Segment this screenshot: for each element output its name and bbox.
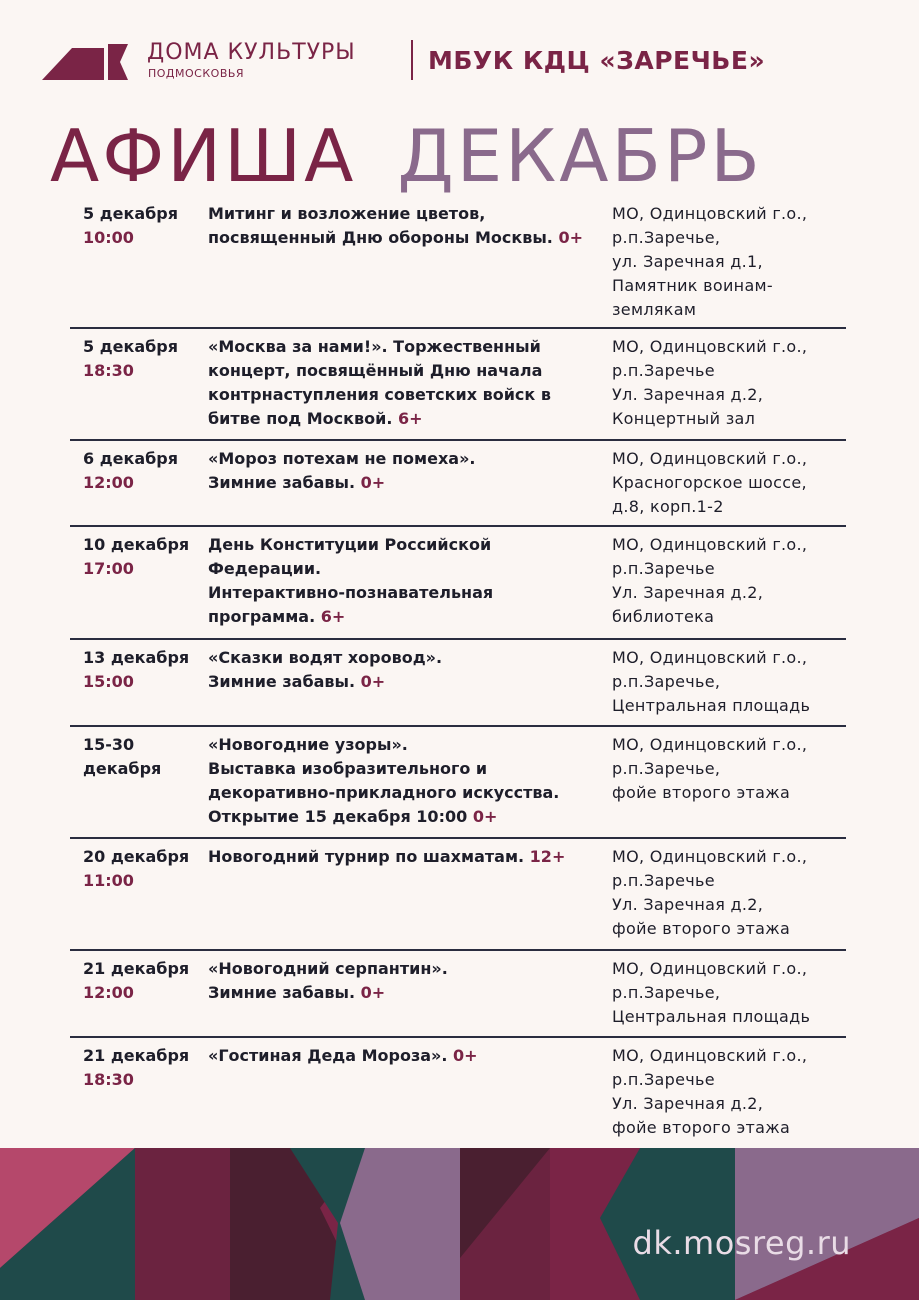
event-place-line: р.п.Заречье: [612, 871, 715, 890]
event-title: [208, 845, 608, 869]
event-place: [612, 845, 846, 941]
event-place: [612, 335, 846, 431]
event-title-text: Зимние забавы.: [208, 473, 356, 492]
event-title-line: [208, 383, 608, 407]
event-date: [83, 845, 208, 893]
event-title-line: [208, 1044, 608, 1068]
event-place-line: библиотека: [612, 607, 715, 626]
event-title-text: концерт, посвящённый Дню начала: [208, 361, 543, 380]
event-place-line: ул. Заречная д.1,: [612, 252, 763, 271]
event-place-line: р.п.Заречье,: [612, 983, 721, 1002]
event-title-text: Федерации.: [208, 559, 322, 578]
event-title-line: [208, 471, 608, 495]
event-place: [612, 957, 846, 1029]
event-time: 12:00: [83, 473, 134, 492]
event-date: [83, 646, 208, 694]
event-time: 10:00: [83, 228, 134, 247]
event-title-text: посвященный Дню обороны Москвы.: [208, 228, 553, 247]
logo-title: ДОМА КУЛЬТУРЫ: [147, 40, 356, 65]
title-afisha: АФИША: [50, 114, 357, 198]
event-title-text: контрнаступления советских войск в: [208, 385, 551, 404]
event-place-line: р.п.Заречье: [612, 1070, 715, 1089]
event-place: [612, 1044, 846, 1140]
event-date: [83, 202, 208, 250]
age-rating-badge: 0+: [360, 983, 386, 1002]
event-title-line: [208, 407, 608, 431]
event-title-line: [208, 226, 608, 250]
event-place-line: МО, Одинцовский г.о.,: [612, 959, 808, 978]
age-rating-badge: 0+: [558, 228, 584, 247]
event-date-text: 15-30: [83, 735, 135, 754]
event-place-line: МО, Одинцовский г.о.,: [612, 648, 808, 667]
event-title-text: Открытие 15 декабря 10:00: [208, 807, 468, 826]
event-title-line: [208, 447, 608, 471]
event-time: 15:00: [83, 672, 134, 691]
event-title-text: декоративно-прикладного искусства.: [208, 783, 560, 802]
event-date-text: 5 декабря: [83, 204, 179, 223]
event-place: [612, 447, 846, 519]
event-row: [70, 727, 846, 839]
event-row: [70, 1038, 846, 1148]
page-title: [50, 116, 763, 196]
org-name: МБУК КДЦ «ЗАРЕЧЬЕ»: [428, 46, 766, 75]
event-title-line: [208, 646, 608, 670]
event-title-line: [208, 805, 608, 829]
event-row: [70, 441, 846, 527]
event-title-text: «Москва за нами!». Торжественный: [208, 337, 541, 356]
event-place-line: МО, Одинцовский г.о.,: [612, 735, 808, 754]
event-title-text: Митинг и возложение цветов,: [208, 204, 486, 223]
logo-subtitle: ПОДМОСКОВЬЯ: [148, 67, 245, 80]
event-place-line: Центральная площадь: [612, 1007, 811, 1026]
event-row: [70, 640, 846, 727]
event-title-line: [208, 557, 608, 581]
event-date: [83, 447, 208, 495]
event-title-text: «Новогодние узоры».: [208, 735, 408, 754]
events-table: [70, 196, 846, 1148]
event-place-line: фойе второго этажа: [612, 1118, 791, 1137]
age-rating-badge: 0+: [472, 807, 498, 826]
age-rating-badge: 6+: [397, 409, 423, 428]
age-rating-badge: 0+: [360, 473, 386, 492]
event-place-line: МО, Одинцовский г.о.,: [612, 449, 808, 468]
event-date-text: 21 декабря: [83, 959, 190, 978]
event-title-line: [208, 605, 608, 629]
age-rating-badge: 12+: [529, 847, 566, 866]
header-divider: [411, 40, 413, 80]
event-date: [83, 957, 208, 1005]
event-place-line: Центральная площадь: [612, 696, 811, 715]
event-place-line: МО, Одинцовский г.о.,: [612, 204, 808, 223]
event-row: [70, 839, 846, 951]
event-date-text: 21 декабря: [83, 1046, 190, 1065]
event-place-line: Ул. Заречная д.2,: [612, 583, 764, 602]
event-title-line: [208, 957, 608, 981]
event-row: [70, 951, 846, 1038]
event-title: [208, 335, 608, 431]
event-place-line: Памятник воинам-: [612, 276, 773, 295]
event-place-line: землякам: [612, 300, 697, 319]
event-title-line: [208, 533, 608, 557]
event-date-text: 10 декабря: [83, 535, 190, 554]
event-place: [612, 646, 846, 718]
event-place-line: фойе второго этажа: [612, 919, 791, 938]
event-time: декабря: [83, 759, 162, 778]
event-title-line: [208, 359, 608, 383]
event-date: [83, 335, 208, 383]
event-title-line: [208, 670, 608, 694]
logo-icon: [42, 42, 132, 80]
event-title: [208, 957, 608, 1005]
event-place-line: фойе второго этажа: [612, 783, 791, 802]
event-title: [208, 733, 608, 829]
event-title-text: Зимние забавы.: [208, 983, 356, 1002]
age-rating-badge: 0+: [360, 672, 386, 691]
event-title-text: День Конституции Российской: [208, 535, 492, 554]
age-rating-badge: 6+: [320, 607, 346, 626]
event-title-text: Зимние забавы.: [208, 672, 356, 691]
event-date: [83, 1044, 208, 1092]
event-row: [70, 329, 846, 441]
event-title-text: «Сказки водят хоровод».: [208, 648, 443, 667]
event-time: 11:00: [83, 871, 134, 890]
event-title-line: [208, 781, 608, 805]
event-place-line: д.8, корп.1-2: [612, 497, 724, 516]
event-title-line: [208, 757, 608, 781]
event-place-line: МО, Одинцовский г.о.,: [612, 1046, 808, 1065]
website-link[interactable]: dk.mosreg.ru: [632, 1224, 851, 1262]
event-title-line: [208, 202, 608, 226]
event-place-line: Ул. Заречная д.2,: [612, 385, 764, 404]
event-title-line: [208, 335, 608, 359]
event-title-line: [208, 845, 608, 869]
event-title-line: [208, 981, 608, 1005]
event-title: [208, 1044, 608, 1068]
event-title-text: Интерактивно-познавательная: [208, 583, 494, 602]
event-row: [70, 527, 846, 640]
event-title: [208, 533, 608, 629]
event-date-text: 6 декабря: [83, 449, 179, 468]
event-title: [208, 646, 608, 694]
event-title-text: «Мороз потехам не помеха».: [208, 449, 476, 468]
event-title: [208, 447, 608, 495]
event-title: [208, 202, 608, 250]
event-place-line: Ул. Заречная д.2,: [612, 895, 764, 914]
event-place-line: р.п.Заречье: [612, 361, 715, 380]
event-title-text: «Гостиная Деда Мороза».: [208, 1046, 448, 1065]
event-place-line: р.п.Заречье: [612, 559, 715, 578]
event-place-line: Концертный зал: [612, 409, 756, 428]
event-time: 18:30: [83, 361, 134, 380]
event-place-line: р.п.Заречье,: [612, 228, 721, 247]
event-time: 12:00: [83, 983, 134, 1002]
event-date: [83, 733, 208, 781]
event-title-line: [208, 733, 608, 757]
event-place-line: р.п.Заречье,: [612, 672, 721, 691]
event-date-text: 20 декабря: [83, 847, 190, 866]
event-place: [612, 733, 846, 805]
event-date-text: 5 декабря: [83, 337, 179, 356]
event-date-text: 13 декабря: [83, 648, 190, 667]
event-title-text: Выставка изобразительного и: [208, 759, 488, 778]
event-row: [70, 196, 846, 329]
event-place-line: МО, Одинцовский г.о.,: [612, 847, 808, 866]
event-title-text: «Новогодний серпантин».: [208, 959, 448, 978]
event-place-line: Красногорское шоссе,: [612, 473, 807, 492]
event-place-line: МО, Одинцовский г.о.,: [612, 337, 808, 356]
event-place-line: МО, Одинцовский г.о.,: [612, 535, 808, 554]
event-time: 18:30: [83, 1070, 134, 1089]
event-title-text: битве под Москвой.: [208, 409, 393, 428]
event-title-line: [208, 581, 608, 605]
event-title-text: программа.: [208, 607, 316, 626]
event-date: [83, 533, 208, 581]
event-place-line: р.п.Заречье,: [612, 759, 721, 778]
header: [0, 0, 919, 110]
title-month: ДЕКАБРЬ: [397, 114, 763, 198]
age-rating-badge: 0+: [453, 1046, 478, 1065]
event-place: [612, 202, 846, 322]
event-time: 17:00: [83, 559, 134, 578]
event-title-text: Новогодний турнир по шахматам.: [208, 847, 525, 866]
event-place-line: Ул. Заречная д.2,: [612, 1094, 764, 1113]
event-place: [612, 533, 846, 629]
